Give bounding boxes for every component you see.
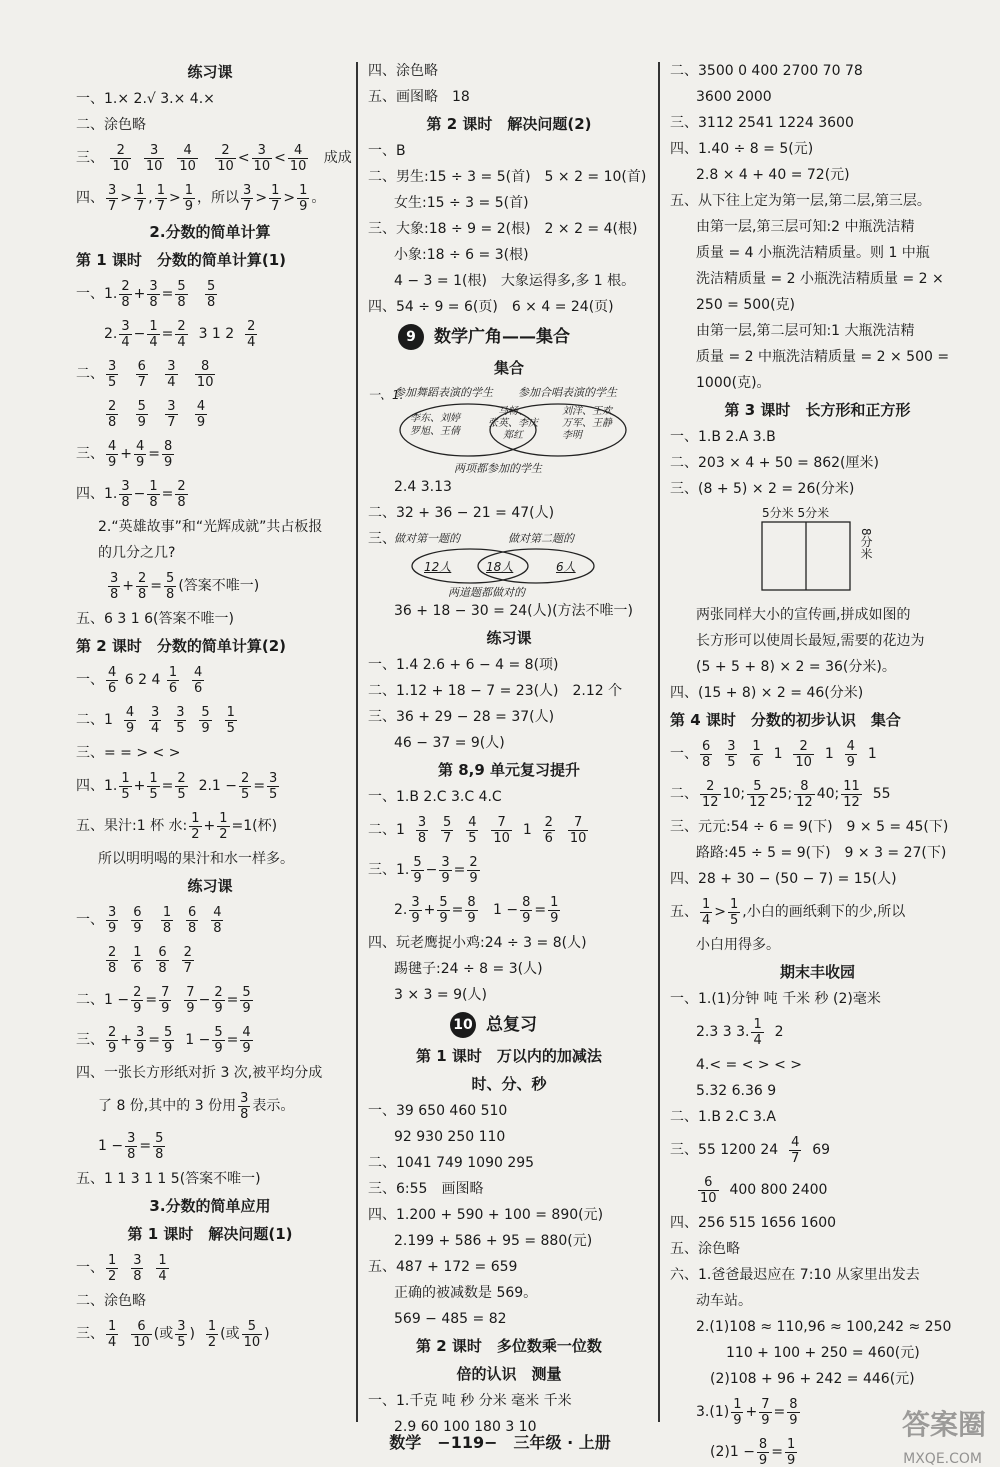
answer-line: 四、 $\frac{3}{7}$ > $\frac{1}{7}$ , $\frac{1}{7}$ > $\frac{1}{9}$ ，所以 $\frac{3}{7}$ > $\frac{1}{7}$ > $\frac{1}{9}$ 。 xyxy=(76,182,326,214)
answer-line: 四、256 515 1656 1600 xyxy=(670,1215,837,1231)
answer-line: 92 930 250 110 xyxy=(394,1129,506,1145)
answer-line: 三、大象:18 ÷ 9 = 2(根) 2 × 2 = 4(根) xyxy=(368,221,638,237)
answer-line: 二、32 + 36 − 21 = 47(人) xyxy=(368,505,555,521)
answer-line: (2)1 − $\frac{8}{9}$ = $\frac{1}{9}$ xyxy=(710,1436,796,1467)
venn-diagram-2: 三、 做对第一题的 做对第二题的 12人 18人 6人 两道题都做对的 xyxy=(368,526,650,598)
answer-line: 三、 $\frac{1}{4}$ $\frac{6}{10}$ (或 $\frac{3}{5}$ ) $\frac{1}{2}$ (或 $\frac{5}{10}$ ) xyxy=(76,1318,270,1350)
watermark-logo: 答案圈 xyxy=(901,1408,986,1441)
lesson-title: 第 4 课时 分数的初步认识 集合 xyxy=(670,711,901,729)
answer-line: 二、203 × 4 + 50 = 862(厘米) xyxy=(670,455,879,471)
answer-line: 踢毽子:24 ÷ 8 = 3(人) xyxy=(394,961,543,977)
answer-line: 二、1 $\frac{4}{9}$ $\frac{3}{4}$ $\frac{3}{5}$ $\frac{5}{9}$ $\frac{1}{5}$ xyxy=(76,704,235,736)
unit-number-badge: 10 xyxy=(450,1012,476,1038)
answer-line: 五、1 1 3 1 1 5(答案不唯一) xyxy=(76,1171,261,1187)
answer-line: 二、1041 749 1090 295 xyxy=(368,1155,535,1171)
answer-line: $\frac{2}{8}$ $\frac{5}{9}$ $\frac{3}{7}$ $\frac{4}{9}$ xyxy=(108,398,206,430)
answer-line: 一、1.× 2.√ 3.× 4.× xyxy=(76,91,215,107)
answer-line: 569 − 485 = 82 xyxy=(394,1311,507,1327)
answer-line: 两张同样大小的宣传画,拼成如图的 xyxy=(696,607,911,623)
answer-line: 四、28 + 30 − (50 − 7) = 15(人) xyxy=(670,871,897,887)
answer-line: 二、 $\frac{2}{12}$ 10; $\frac{5}{12}$ 25; $\frac{8}{12}$ 40; $\frac{11}{12}$ 55 xyxy=(670,778,891,810)
answer-line: 三、1. $\frac{5}{9}$ − $\frac{3}{9}$ = $\frac{2}{9}$ xyxy=(368,854,478,886)
answer-line: 四、一张长方形纸对折 3 次,被平均分成 xyxy=(76,1065,323,1081)
lesson-title: 第 2 课时 分数的简单计算(2) xyxy=(76,637,287,655)
answer-line: 四、1.200 + 590 + 100 = 890(元) xyxy=(368,1207,604,1223)
answer-line: 一、1.4 2.6 + 6 − 4 = 8(项) xyxy=(368,657,559,673)
answer-line: 2.9 60 100 180 3 10 xyxy=(394,1419,537,1435)
section-title: 2.分数的简单计算 xyxy=(149,223,271,241)
lesson-subtitle: 倍的认识 测量 xyxy=(456,1365,562,1383)
answer-line: 二、涂色略 xyxy=(76,117,146,133)
column-2 xyxy=(368,58,650,1440)
answer-line: 六、1.爸爸最迟应在 7:10 从家里出发去 xyxy=(670,1267,920,1283)
answer-line: 一、 $\frac{1}{2}$ $\frac{3}{8}$ $\frac{1}{4}$ xyxy=(76,1252,167,1284)
answer-line: 三、 $\frac{2}{10}$ $\frac{3}{10}$ $\frac{4}{10}$ $\frac{2}{10}$ < $\frac{3}{10}$ < $\frac{4}{10}$ 成成 xyxy=(76,142,352,174)
answer-line: 四、1.40 ÷ 8 = 5(元) xyxy=(670,141,814,157)
answer-line: 一、39 650 460 510 xyxy=(368,1103,508,1119)
answer-line: 1000(克)。 xyxy=(696,375,771,391)
lesson-title: 第 3 课时 长方形和正方形 xyxy=(724,401,911,419)
column-divider xyxy=(658,62,660,1422)
unit-title: 数学广角——集合 xyxy=(434,327,570,347)
answer-line: 1 − $\frac{3}{8}$ = $\frac{5}{8}$ xyxy=(98,1130,164,1162)
column-divider xyxy=(356,62,358,1422)
answer-line: 4 − 3 = 1(根) 大象运得多,多 1 根。 xyxy=(394,273,636,289)
column-3 xyxy=(670,58,965,1467)
answer-line: 了 8 份,其中的 3 份用 $\frac{3}{8}$ 表示。 xyxy=(98,1090,295,1122)
answer-line: 五、果汁:1 杯 水: $\frac{1}{2}$ + $\frac{1}{2}$ =1(杯) xyxy=(76,810,278,842)
answer-line: 3600 2000 xyxy=(696,89,772,105)
answer-line: 三、(8 + 5) × 2 = 26(分米) xyxy=(670,481,855,497)
answer-line: 五、 $\frac{1}{4}$ > $\frac{1}{5}$ ,小白的画纸剩下的少,所以 xyxy=(670,896,906,928)
answer-line: 四、玩老鹰捉小鸡:24 ÷ 3 = 8(人) xyxy=(368,935,587,951)
answer-line: 四、1. $\frac{1}{5}$ + $\frac{1}{5}$ = $\frac{2}{5}$ 2.1 − $\frac{2}{5}$ = $\frac{3}{5}$ xyxy=(76,770,278,802)
answer-line: 五、画图略 18 xyxy=(368,89,470,105)
answer-line: 动车站。 xyxy=(696,1293,752,1309)
answer-line: 2.3 3 3. $\frac{1}{4}$ 2 xyxy=(696,1016,784,1048)
answer-line: 一、 $\frac{3}{9}$ $\frac{6}{9}$ $\frac{1}{8}$ $\frac{6}{8}$ $\frac{4}{8}$ xyxy=(76,904,222,936)
venn-diagram-1: 一、1. 参加舞蹈表演的学生 参加合唱表演的学生 李东、刘婷 罗旭、王倩 马畅、 张英、李庆 郑红 刘洋、王欢 万军、王静 李明 两项都参加的学生 xyxy=(368,382,650,474)
answer-line: 二、1.12 + 18 − 7 = 23(人) 2.12 个 xyxy=(368,683,623,699)
section-title: 第 8,9 单元复习提升 xyxy=(437,761,581,779)
answer-line: 二、涂色略 xyxy=(76,1293,146,1309)
answer-line: 四、1. $\frac{3}{8}$ − $\frac{1}{8}$ = $\frac{2}{8}$ xyxy=(76,478,186,510)
answer-line: 的几分之几? xyxy=(98,545,176,561)
answer-line: 一、1.(1)分钟 吨 千米 秒 (2)毫米 xyxy=(670,991,881,1007)
answer-line: 正确的被减数是 569。 xyxy=(394,1285,538,1301)
answer-line: 2.199 + 586 + 95 = 880(元) xyxy=(394,1233,593,1249)
answer-line: 三、= = > < > xyxy=(76,745,181,761)
answer-line: 250 = 500(克) xyxy=(696,297,795,313)
answer-line: 二、1 $\frac{3}{8}$ $\frac{5}{7}$ $\frac{4}{5}$ $\frac{7}{10}$ 1 $\frac{2}{6}$ $\frac{7}{10}$ xyxy=(368,814,587,846)
answer-line: 一、1.千克 吨 秒 分米 毫米 千米 xyxy=(368,1393,572,1409)
answer-line: 二、男生:15 ÷ 3 = 5(首) 5 × 2 = 10(首) xyxy=(368,169,647,185)
unit-title: 总复习 xyxy=(486,1015,537,1035)
answer-line: 一、1.B 2.C 3.C 4.C xyxy=(368,789,502,805)
unit-number-badge: 9 xyxy=(398,324,424,350)
answer-line: 2.4 3.13 xyxy=(394,479,452,495)
answer-line: 五、从下往上定为第一层,第二层,第三层。 xyxy=(670,193,931,209)
answer-line: $\frac{6}{10}$ 400 800 2400 xyxy=(700,1174,828,1206)
answer-line: 由第一层,第二层可知:1 大瓶洗洁精 xyxy=(696,323,915,339)
answer-line: 五、487 + 172 = 659 xyxy=(368,1259,518,1275)
answer-line: 2.8 × 4 + 40 = 72(元) xyxy=(696,167,850,183)
answer-line: 三、3112 2541 1224 3600 xyxy=(670,115,854,131)
lesson-title: 第 1 课时 万以内的加减法 xyxy=(416,1047,602,1065)
section-title: 期末丰收园 xyxy=(779,963,855,981)
lesson-title: 集合 xyxy=(493,359,524,377)
answer-line: 2. $\frac{3}{9}$ + $\frac{5}{9}$ = $\frac{8}{9}$ 1 − $\frac{8}{9}$ = $\frac{1}{9}$ xyxy=(394,894,559,926)
answer-line: 四、涂色略 xyxy=(368,63,438,79)
lesson-title: 第 1 课时 分数的简单计算(1) xyxy=(76,251,287,269)
rectangle-figure: 5分米 5分米 8分米 xyxy=(758,506,928,596)
answer-line: 2.“英雄故事”和“光辉成就”共占板报 xyxy=(98,519,323,535)
answer-line: 质量 = 4 小瓶洗洁精质量。则 1 中瓶 xyxy=(696,245,930,261)
answer-line: 小象:18 ÷ 6 = 3(根) xyxy=(394,247,529,263)
answer-line: 一、1. $\frac{2}{8}$ + $\frac{3}{8}$ = $\frac{5}{8}$ $\frac{5}{8}$ xyxy=(76,278,216,310)
answer-line: 路路:45 ÷ 5 = 9(下) 9 × 3 = 27(下) xyxy=(696,845,947,861)
answer-line: 一、B xyxy=(368,143,406,159)
answer-line: 五、6 3 1 6(答案不唯一) xyxy=(76,611,234,627)
lesson-title: 第 2 课时 解决问题(2) xyxy=(426,115,592,133)
unit-heading xyxy=(368,1008,650,1042)
answer-line: 四、(15 + 8) × 2 = 46(分米) xyxy=(670,685,864,701)
two-rectangles xyxy=(758,520,928,610)
answer-line: 三、36 + 29 − 28 = 37(人) xyxy=(368,709,555,725)
answer-line: 3 × 3 = 9(人) xyxy=(394,987,487,1003)
answer-line: 2.(1)108 ≈ 110,96 ≈ 100,242 ≈ 250 xyxy=(696,1319,952,1335)
answer-line: 46 − 37 = 9(人) xyxy=(394,735,505,751)
section-title: 练习课 xyxy=(187,877,233,895)
answer-line: 36 + 18 − 30 = 24(人)(方法不唯一) xyxy=(394,603,633,619)
answer-line: 小白用得多。 xyxy=(696,937,780,953)
answer-line: 一、 $\frac{6}{8}$ $\frac{3}{5}$ $\frac{1}{6}$ 1 $\frac{2}{10}$ 1 $\frac{4}{9}$ 1 xyxy=(670,738,877,770)
answer-line: 洗洁精质量 = 2 小瓶洗洁精质量 = 2 × xyxy=(696,271,944,287)
answer-line: 三、元元:54 ÷ 6 = 9(下) 9 × 5 = 45(下) xyxy=(670,819,949,835)
answer-line: 由第一层,第三层可知:2 中瓶洗洁精 xyxy=(696,219,915,235)
answer-line: $\frac{2}{8}$ $\frac{1}{6}$ $\frac{6}{8}$ $\frac{2}{7}$ xyxy=(108,944,192,976)
lesson-title: 第 1 课时 解决问题(1) xyxy=(127,1225,293,1243)
answer-line: 二、 $\frac{3}{5}$ $\frac{6}{7}$ $\frac{3}{4}$ $\frac{8}{10}$ xyxy=(76,358,214,390)
column-1 xyxy=(76,58,352,1354)
answer-line: 长方形可以使周长最短,需要的花边为 xyxy=(696,633,925,649)
answer-line: 4.< = < > < > xyxy=(696,1057,802,1073)
answer-line: 二、3500 0 400 2700 70 78 xyxy=(670,63,863,79)
lesson-title: 第 2 课时 多位数乘一位数 xyxy=(416,1337,602,1355)
answer-line: 一、1.B 2.A 3.B xyxy=(670,429,776,445)
answer-line: 5.32 6.36 9 xyxy=(696,1083,777,1099)
answer-line: 质量 = 2 中瓶洗洁精质量 = 2 × 500 = xyxy=(696,349,950,365)
answer-line: 五、涂色略 xyxy=(670,1241,740,1257)
answer-line: 二、1 − $\frac{2}{9}$ = $\frac{7}{9}$ $\frac{7}{9}$ − $\frac{2}{9}$ = $\frac{5}{9}$ xyxy=(76,984,251,1016)
answer-line: 110 + 100 + 250 = 460(元) xyxy=(726,1345,920,1361)
answer-line: 所以明明喝的果汁和水一样多。 xyxy=(98,851,294,867)
answer-line: (5 + 5 + 8) × 2 = 36(分米)。 xyxy=(696,659,896,675)
section-title: 3.分数的简单应用 xyxy=(149,1197,271,1215)
answer-line: 3.(1) $\frac{1}{9}$ + $\frac{7}{9}$ = $\frac{8}{9}$ xyxy=(696,1396,798,1428)
answer-line: $\frac{3}{8}$ + $\frac{2}{8}$ = $\frac{5}{8}$ (答案不唯一) xyxy=(110,570,260,602)
answer-line: 三、 $\frac{4}{9}$ + $\frac{4}{9}$ = $\frac{8}{9}$ xyxy=(76,438,173,470)
lesson-subtitle: 时、分、秒 xyxy=(471,1075,547,1093)
answer-line: 三、55 1200 24 $\frac{4}{7}$ 69 xyxy=(670,1134,831,1166)
answer-line: 女生:15 ÷ 3 = 5(首) xyxy=(394,195,529,211)
page-footer: 数学 −119− 三年级 · 上册 xyxy=(389,1433,611,1452)
answer-line: 二、1.B 2.C 3.A xyxy=(670,1109,776,1125)
answer-line: 一、 $\frac{4}{6}$ 6 2 4 $\frac{1}{6}$ $\frac{4}{6}$ xyxy=(76,664,203,696)
answer-line: 三、6:55 画图略 xyxy=(368,1181,484,1197)
answer-line: 四、54 ÷ 9 = 6(页) 6 × 4 = 24(页) xyxy=(368,299,614,315)
watermark-url: MXQE.COM xyxy=(903,1451,982,1467)
answer-line: (2)108 + 96 + 242 = 446(元) xyxy=(710,1371,915,1387)
section-title: 练习课 xyxy=(486,629,532,647)
answer-line: 2. $\frac{3}{4}$ − $\frac{1}{4}$ = $\frac{2}{4}$ 3 1 2 $\frac{2}{4}$ xyxy=(104,318,256,350)
unit-heading xyxy=(368,320,650,354)
answer-line: 三、 $\frac{2}{9}$ + $\frac{3}{9}$ = $\frac{5}{9}$ 1 − $\frac{5}{9}$ = $\frac{4}{9}$ xyxy=(76,1024,251,1056)
section-title: 练习课 xyxy=(187,63,233,81)
